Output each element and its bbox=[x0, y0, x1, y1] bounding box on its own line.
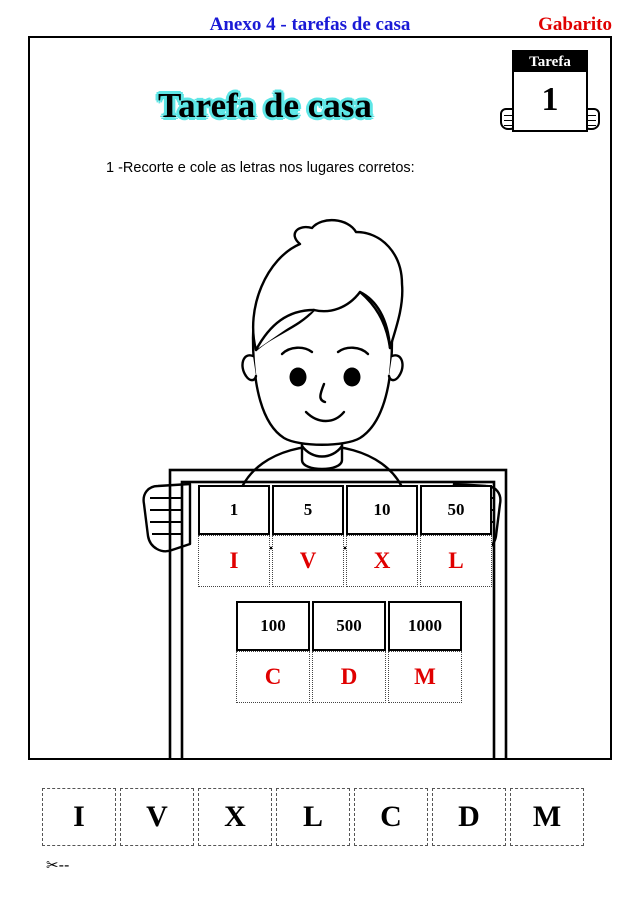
letter-answer-cell: L bbox=[420, 535, 492, 587]
cutout-letter-strip bbox=[42, 788, 598, 846]
task-badge-number: 1 bbox=[541, 81, 559, 118]
number-cell: 50 bbox=[420, 485, 492, 535]
number-cell: 500 bbox=[312, 601, 386, 651]
number-cell: 100 bbox=[236, 601, 310, 651]
cutout-letter-card[interactable]: D bbox=[432, 788, 506, 846]
number-cell: 1000 bbox=[388, 601, 462, 651]
task-badge bbox=[500, 50, 600, 146]
letter-answer-cell: X bbox=[346, 535, 418, 587]
cutout-letter-card[interactable]: X bbox=[198, 788, 272, 846]
cutout-letter-card[interactable]: V bbox=[120, 788, 194, 846]
annex-title: Anexo 4 - tarefas de casa bbox=[209, 14, 411, 35]
cutout-letter-card[interactable]: C bbox=[354, 788, 428, 846]
letter-answer-cell: C bbox=[236, 651, 310, 703]
cutout-letter-card[interactable]: M bbox=[510, 788, 584, 846]
number-cell: 5 bbox=[272, 485, 344, 535]
number-cell: 1 bbox=[198, 485, 270, 535]
cutout-letter-card[interactable]: I bbox=[42, 788, 116, 846]
cutout-letter-card[interactable]: L bbox=[276, 788, 350, 846]
letter-answer-cell: I bbox=[198, 535, 270, 587]
number-cell: 10 bbox=[346, 485, 418, 535]
page-title: Tarefa de casa bbox=[158, 86, 372, 125]
letter-answer-cell: V bbox=[272, 535, 344, 587]
letter-answer-cell: M bbox=[388, 651, 462, 703]
worksheet-sheet bbox=[28, 36, 612, 760]
scissors-icon: ✂-- bbox=[46, 856, 70, 874]
instruction-text: 1 -Recorte e cole as letras nos lugares corretos: bbox=[106, 160, 415, 176]
task-badge-label: Tarefa bbox=[514, 52, 586, 72]
answer-key-label: Gabarito bbox=[538, 14, 612, 35]
task-badge-card bbox=[512, 50, 588, 132]
letter-answer-cell: D bbox=[312, 651, 386, 703]
